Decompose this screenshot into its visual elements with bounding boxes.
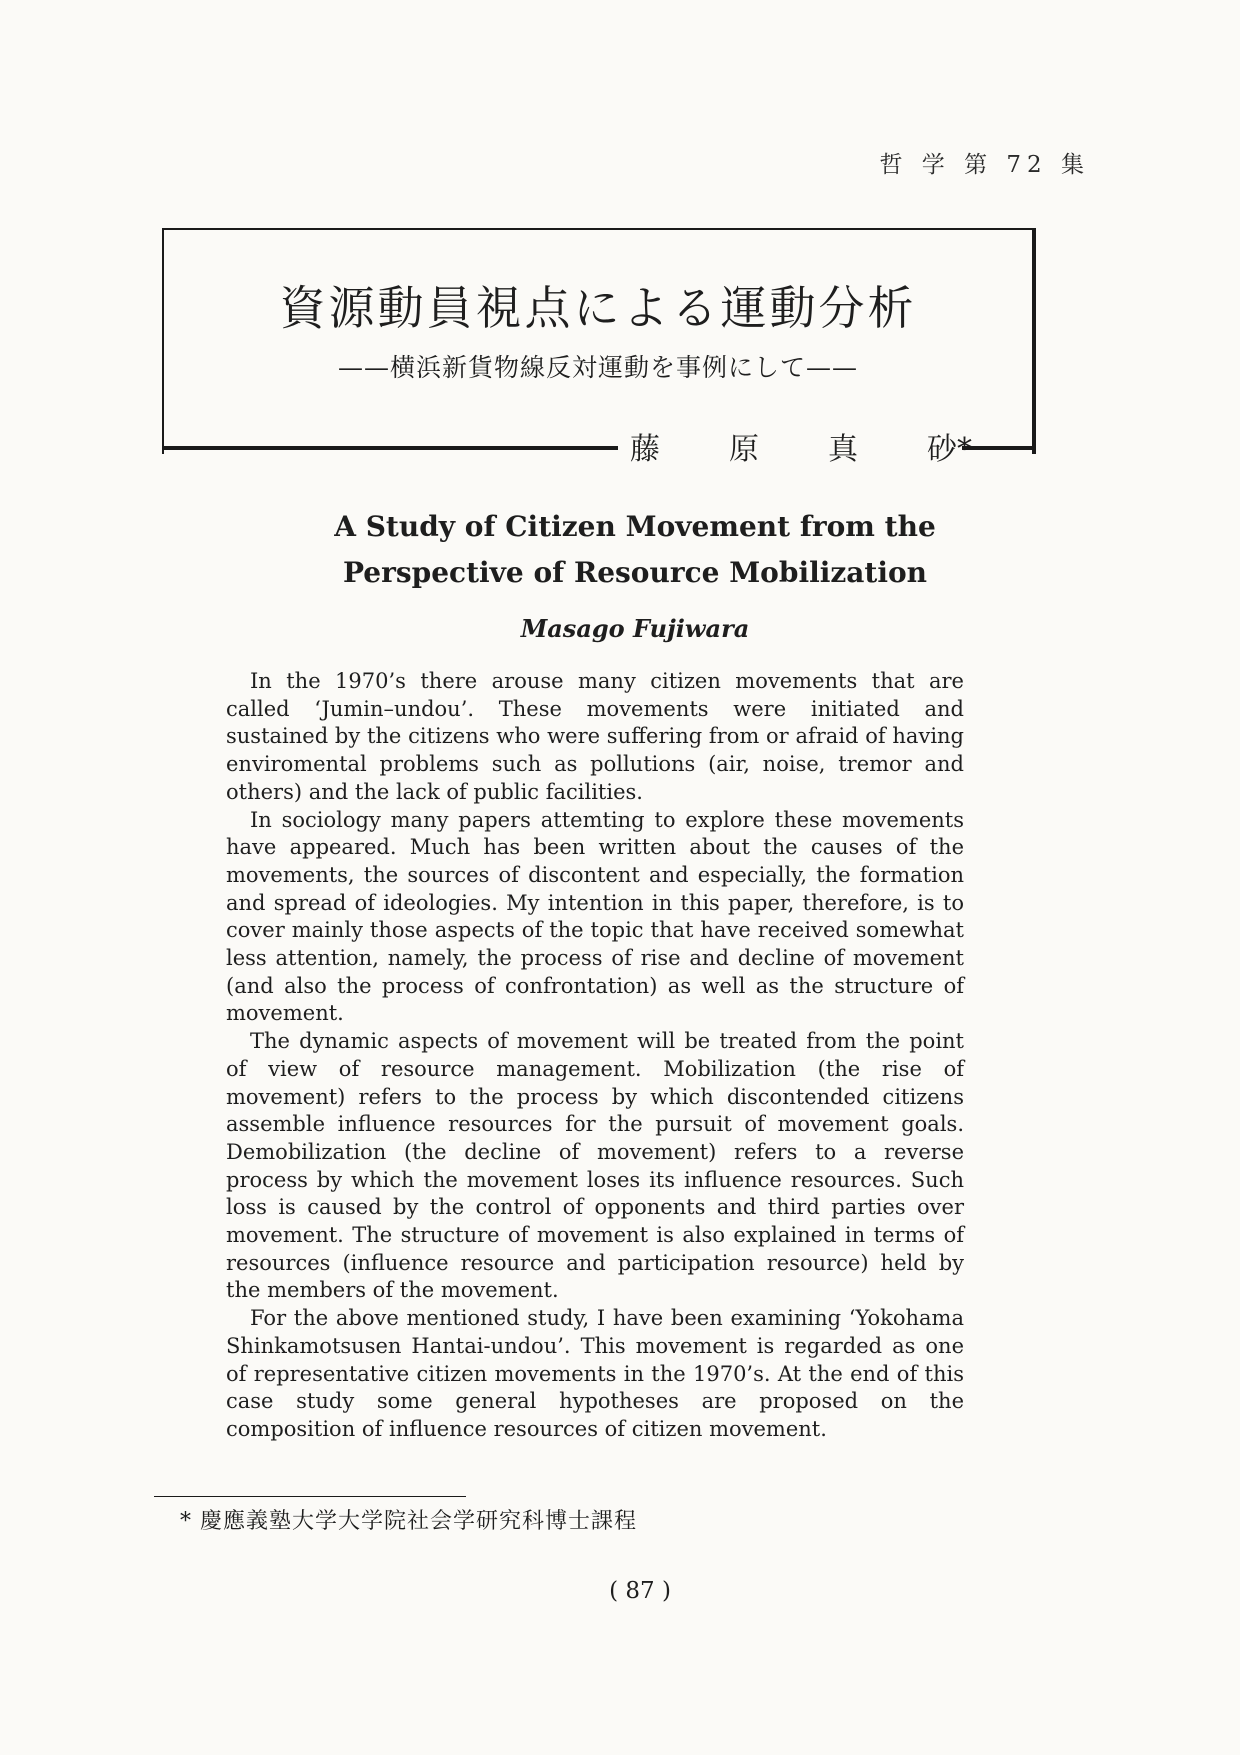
author-rule-right [962,446,1036,450]
english-title-line: Perspective of Resource Mobilization [343,556,927,589]
author-rule-left [162,446,618,450]
english-author: Masago Fujiwara [520,614,750,643]
japanese-title-box [162,228,1036,454]
abstract-paragraph: For the above mentioned study, I have been examining ‘Yokohama Shinkamotsusen Hantai-undou’. This movement is regarded as one of representative citizen movements in the 1970’s. At the end of this case study some general hypotheses are proposed on the composition of influence resources of citizen movement. [226,1306,964,1441]
abstract [226,668,964,1444]
author-char: 真 [828,432,858,467]
japanese-title: 資源動員視点による運動分析 [279,281,917,335]
journal-header: 哲 学 第 72 集 [879,152,1090,178]
english-title [0,504,1240,596]
footnote-rule [154,1496,466,1497]
author-char: 藤 [630,432,660,467]
japanese-subtitle: ——横浜新貨物線反対運動を事例にして—— [337,353,858,382]
footnote: * 慶應義塾大学大学院社会学研究科博士課程 [180,1509,637,1534]
abstract-paragraph: The dynamic aspects of movement will be treated from the point of view of resource management. Mobilization (the rise of movement) refers to the process by which discontended citizens assemble influence resources for the pursuit of movement goals. Demobilization (the decline of movement) refers to a reverse process by which the movement loses its influence resources. Such loss is caused by the control of opponents and third parties over movement. The structure of movement is also explained in terms of resources (influence resource and participation resource) held by the members of the movement. [226,1029,964,1303]
english-title-line: A Study of Citizen Movement from the [334,510,936,543]
page-number: ( 87 ) [609,1578,671,1604]
author-char: 砂* [927,432,972,467]
japanese-author-line [162,432,1036,486]
abstract-paragraph: In sociology many papers attemting to explore these movements have appeared. Much has been written about the causes of the movements, the sources of discontent and especially, the formation and spread of ideologies. My intention in this paper, therefore, is to cover mainly those aspects of the topic that have received somewhat less attention, namely, the process of rise and decline of movement (and also the process of confrontation) as well as the structure of movement. [226,807,964,1026]
author-char: 原 [729,432,759,467]
abstract-paragraph: In the 1970’s there arouse many citizen movements that are called ‘Jumin–undou’. These movements were initiated and sustained by the citizens who were suffering from or afraid of having enviromental problems such as pollutions (air, noise, tremor and others) and the lack of public facilities. [226,669,964,804]
japanese-author [630,424,972,468]
